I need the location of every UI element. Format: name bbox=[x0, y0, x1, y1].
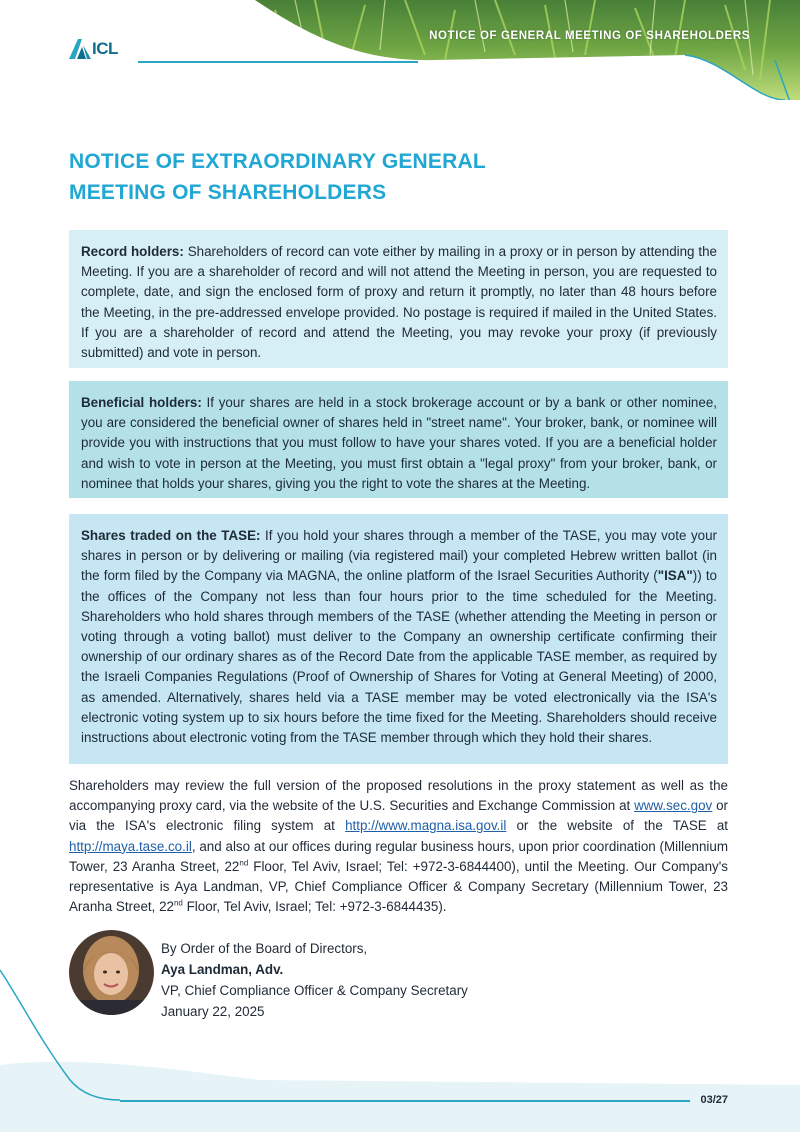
page-number: 03/27 bbox=[700, 1094, 728, 1106]
tase-link[interactable]: http://maya.tase.co.il bbox=[69, 838, 192, 854]
beneficial-holders-text: If your shares are held in a stock brokerage account or by a bank or other nominee, you are considered the beneficial owner of shares held in "street name". Your broker, bank, or nominee will provide you with instructions that you must follow to have your shares voted. If you are a beneficial holder and wish to vote in person at the Meeting, you must first obtain a "legal proxy" from your broker, bank, or nominee that holds your shares, giving you the right to vote the shares at the Meeting. bbox=[81, 395, 717, 491]
beneficial-holders-box bbox=[69, 381, 728, 498]
footer-decoration bbox=[0, 960, 800, 1132]
isa-term: "ISA" bbox=[657, 568, 693, 584]
tase-shares-text-a: If you hold your shares through a member of the TASE, you may vote your shares in person or by delivering or mailing (via registered mail) your completed Hebrew written ballot (in the form filed by the Company via MAGNA, the online platform of the Israel Securities Authority ( bbox=[81, 528, 718, 584]
page-title bbox=[69, 146, 589, 208]
superscript-nd-2: nd bbox=[173, 898, 183, 908]
sec-link[interactable]: www.sec.gov bbox=[634, 798, 713, 814]
beneficial-holders-heading: Beneficial holders: bbox=[81, 395, 202, 410]
tase-shares-box bbox=[69, 514, 728, 764]
icl-logo-icon bbox=[69, 39, 91, 59]
review-paragraph bbox=[69, 776, 728, 917]
record-holders-box bbox=[69, 230, 728, 368]
signature-date: January 22, 2025 bbox=[161, 1004, 265, 1019]
body-text-1: Shareholders may review the full version of the proposed resolutions in the proxy statement as well as the accompanying proxy card, via the website of the U.S. Securities and Exchange Commission at bbox=[69, 778, 728, 814]
tase-shares-heading: Shares traded on the TASE: bbox=[81, 528, 261, 543]
body-text-2: or via the ISA's electronic filing system at bbox=[69, 798, 728, 834]
signature-by-order: By Order of the Board of Directors, bbox=[161, 941, 368, 956]
title-line-1: NOTICE OF EXTRAORDINARY GENERAL bbox=[69, 150, 486, 173]
header-section-title: NOTICE OF GENERAL MEETING OF SHAREHOLDERS bbox=[429, 30, 750, 42]
body-text-3: or the website of the TASE at bbox=[506, 818, 728, 834]
footer-rule bbox=[120, 1100, 690, 1102]
magna-link[interactable]: http://www.magna.isa.gov.il bbox=[345, 818, 507, 834]
signature-name: Aya Landman, Adv. bbox=[161, 962, 284, 977]
logo-text: ICL bbox=[92, 39, 118, 58]
icl-logo bbox=[69, 39, 118, 59]
tase-shares-text-b: )) to the offices of the Company not less than four hours prior to the time scheduled for the Meeting. Shareholders who hold shares through members of the TASE (whether attending the Meeting in person or voting through a voting ballot) must deliver to the Company an ownership certificate confirming their ownership of our ordinary shares as of the Record Date from the applicable TASE member, as required by the Israeli Companies Regulations (Proof of Ownership of Shares for Voting at General Meeting) of 2000, as amended. Alternatively, shares held via a TASE member may be voted electronically via the ISA's electronic voting system up to six hours before the time fixed for the Meeting. Shareholders should receive instructions about electronic voting from the TASE member through which they hold their shares. bbox=[81, 568, 717, 746]
header-grass-banner bbox=[255, 0, 800, 100]
header-rule bbox=[138, 61, 418, 63]
superscript-nd-1: nd bbox=[239, 858, 249, 868]
record-holders-heading: Record holders: bbox=[81, 244, 184, 259]
signature-role: VP, Chief Compliance Officer & Company Secretary bbox=[161, 983, 468, 998]
body-text-5: Floor, Tel Aviv, Israel; Tel: +972-3-6844400), until the Meeting. Our Company's representative is Aya Landman, VP, Chief Compliance Officer & Company Secretary (Millennium Tower, 23 Aranha Street, 22 bbox=[69, 858, 728, 915]
title-line-2: MEETING OF SHAREHOLDERS bbox=[69, 181, 387, 204]
record-holders-text: Shareholders of record can vote either by mailing in a proxy or in person by attending the Meeting. If you are a shareholder of record and will not attend the Meeting in person, you are requested to complete, date, and sign the enclosed form of proxy and return it promptly, no later than 48 hours before the Meeting, in the pre-addressed envelope provided. No postage is required if mailed in the United States. If you are a shareholder of record and attend the Meeting, you may revoke your proxy (if previously submitted) and vote in person. bbox=[81, 244, 717, 361]
body-text-4: , and also at our offices during regular business hours, upon prior coordination (Millennium Tower, 23 Aranha Street, 22 bbox=[69, 838, 728, 874]
body-text-6: Floor, Tel Aviv, Israel; Tel: +972-3-6844435). bbox=[182, 899, 447, 915]
